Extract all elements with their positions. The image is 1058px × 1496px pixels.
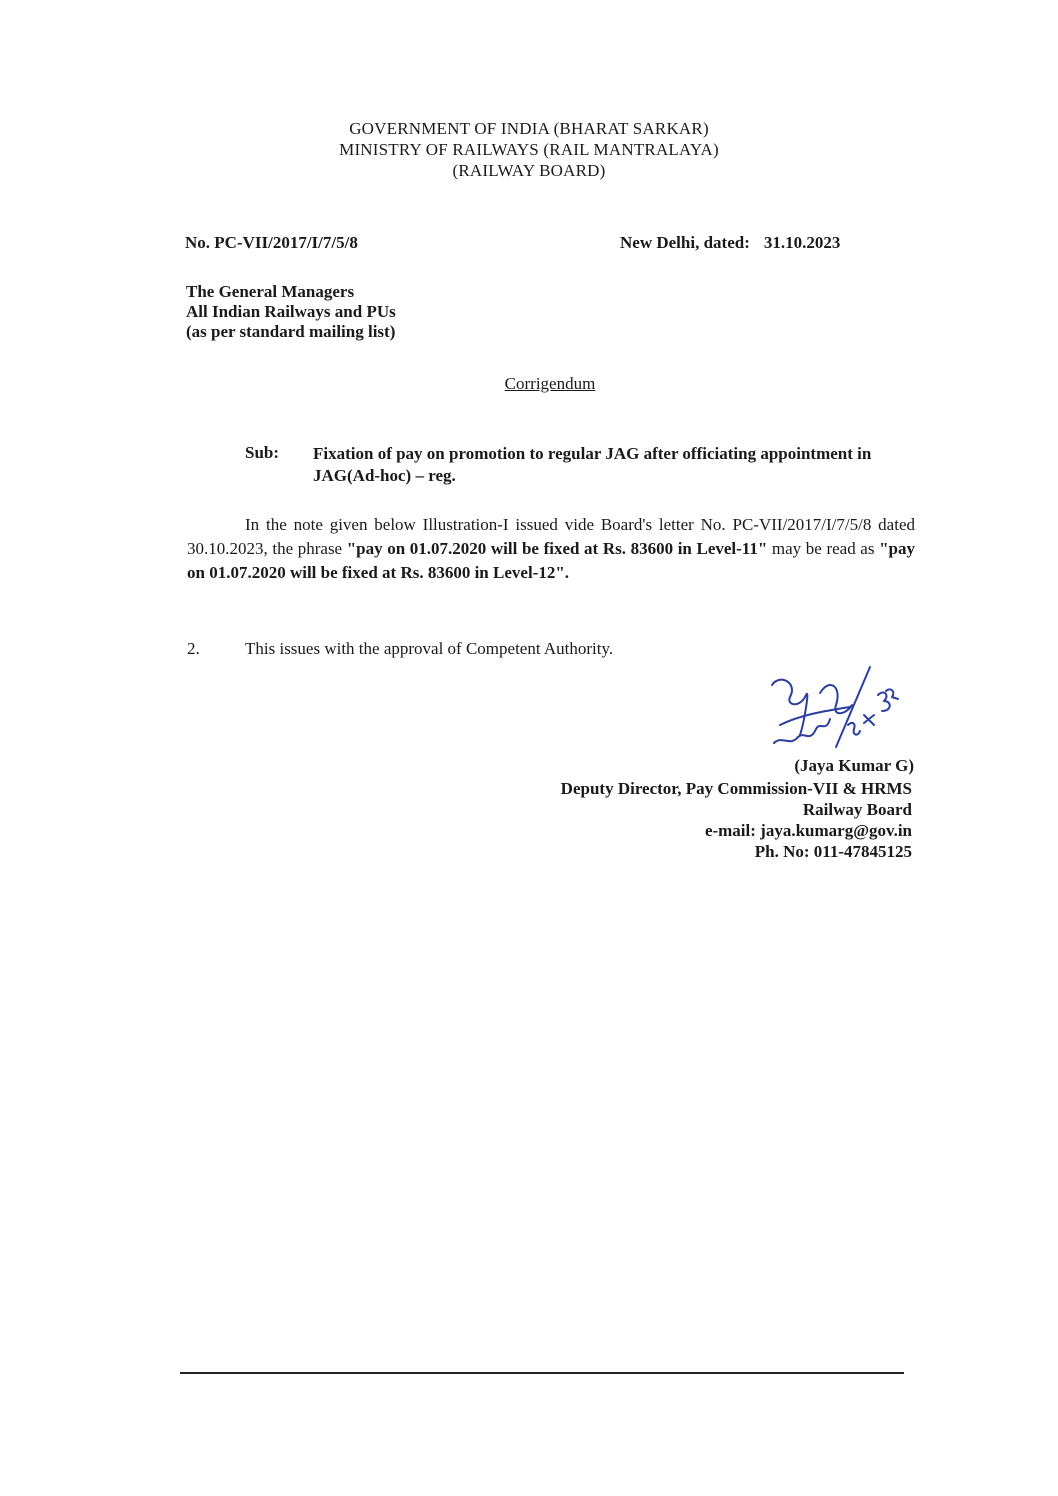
para1-new-phrase: "pay on 01.07.2020 will be fixed at Rs. 83600 in Level-12". xyxy=(187,539,915,582)
header-line-government: GOVERNMENT OF INDIA (BHARAT SARKAR) xyxy=(349,119,709,138)
handwritten-signature xyxy=(760,665,910,765)
signatory-email: e-mail: jaya.kumarg@gov.in xyxy=(704,821,912,840)
footer-divider xyxy=(180,1372,904,1374)
addressee-line: All Indian Railways and PUs xyxy=(186,302,396,321)
header-line-board: (RAILWAY BOARD) xyxy=(452,161,606,180)
signatory-designation: Deputy Director, Pay Commission-VII & HRMS xyxy=(560,779,912,798)
para1-text: In the note given below Illustration-I issued vide Board's letter No. PC-VII/2017/I/7/5/8 dated 30.10.2023, the phrase xyxy=(187,515,915,558)
date-label: New Delhi, dated: xyxy=(620,233,750,252)
signatory-name: (Jaya Kumar G) xyxy=(794,756,914,775)
signatory-phone: Ph. No: 011-47845125 xyxy=(754,842,912,861)
paragraph-2-text: This issues with the approval of Competent Authority. xyxy=(245,639,614,658)
subject-text: Fixation of pay on promotion to regular JAG after officiating appointment in JAG(Ad-hoc) – reg. xyxy=(313,444,872,485)
date-line xyxy=(620,233,840,253)
paragraph-2-number: 2. xyxy=(187,639,200,658)
para1-old-phrase: "pay on 01.07.2020 will be fixed at Rs. 83600 in Level-11" xyxy=(346,539,768,558)
addressee-block xyxy=(186,282,396,342)
date-value: 31.10.2023 xyxy=(763,233,841,252)
addressee-line: The General Managers xyxy=(186,282,355,301)
document-title: Corrigendum xyxy=(504,374,596,393)
addressee-line: (as per standard mailing list) xyxy=(186,322,396,341)
para1-text: may be read as xyxy=(767,539,880,558)
signatory-office: Railway Board xyxy=(802,800,912,819)
signatory-block xyxy=(561,778,912,862)
file-number: No. PC-VII/2017/I/7/5/8 xyxy=(185,233,358,252)
subject-label: Sub: xyxy=(245,443,280,462)
paragraph-1 xyxy=(187,513,915,585)
header-line-ministry: MINISTRY OF RAILWAYS (RAIL MANTRALAYA) xyxy=(339,140,719,159)
